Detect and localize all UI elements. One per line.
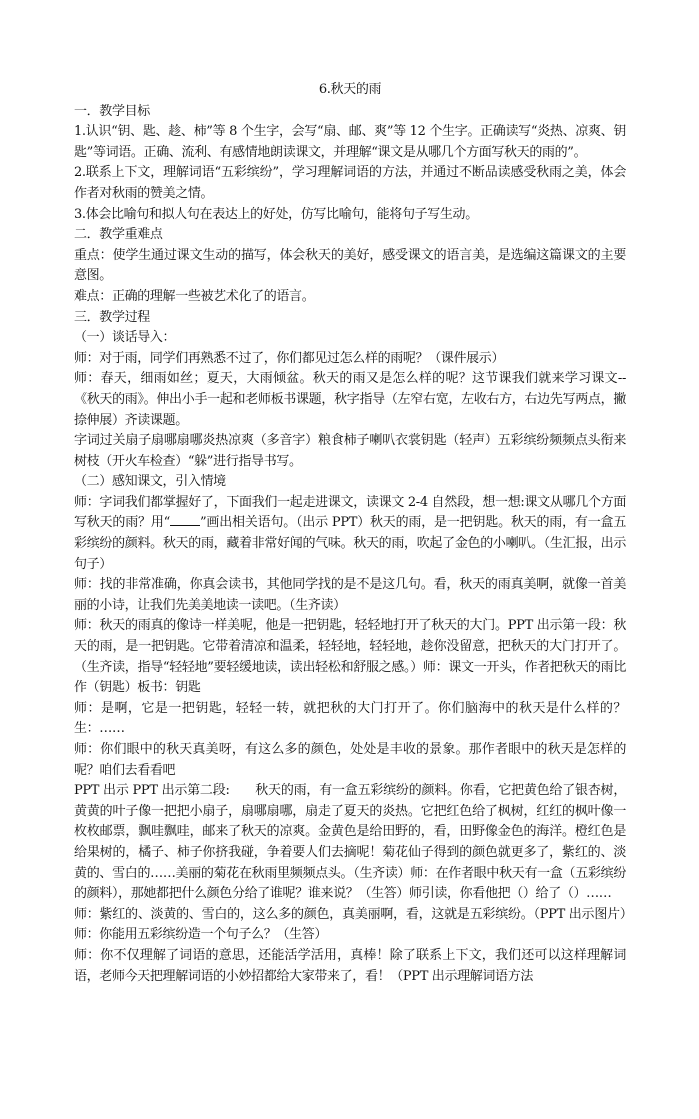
underline-blank: [170, 513, 200, 526]
section-heading-key-points: 二．教学重难点: [74, 227, 163, 243]
difficult-point: 难点：正确的理解一些被艺术化了的语言。: [74, 288, 315, 304]
goal-2: 2.联系上下文，理解词语“五彩缤纷”，学习理解词语的方法，并通过不断品读感受秋雨之美，体会作者对秋雨的赞美之情。: [74, 165, 626, 201]
goal-3: 3.体会比喻句和拟人句在表达上的好处，仿写比喻句，能将句子写生动。: [74, 206, 478, 222]
section-heading-process: 三．教学过程: [74, 309, 150, 325]
paragraph: 师：紫红的、淡黄的、雪白的，这么多的颜色，真美丽啊，看，这就是五彩缤纷。（PPT 出示图片）师：你能用五彩缤纷造一个句子么？（生答）: [74, 906, 626, 943]
paragraph: 师：春天，细雨如丝；夏天，大雨倾盆。秋天的雨又是怎么样的呢？这节课我们就来学习课文--《秋天的雨》。伸出小手一起和老师板书课题，秋字指导（左窄右宽，左收右方，右边先写两点，撇捺伸展）齐读课题。: [74, 371, 626, 428]
paragraph: 师：找的非常准确，你真会读书，其他同学找的是不是这几句。看，秋天的雨真美啊，就像一首美丽的小诗，让我们先美美地读一读吧。（生齐读）: [74, 577, 626, 613]
paragraph: 字词过关扇子扇哪扇哪炎热凉爽（多音字）粮食柿子喇叭衣裳钥匙（轻声）五彩缤纷频频点头衔来树枝（开火车检查）“躲”进行指导书写。: [74, 433, 626, 469]
subsection-intro: （一）谈话导入：: [74, 330, 176, 346]
paragraph-part: ”画出相关语句。（出示 PPT）秋天的雨，是一把钥匙。秋天的雨，有一盒五彩缤纷的颜料。秋天的雨，藏着非常好闻的气味。秋天的雨，吹起了金色的小喇叭。（生汇报，出示句子）: [74, 515, 626, 572]
paragraph: 师：你不仅理解了词语的意思，还能活学活用，真棒！除了联系上下文，我们还可以这样理解词语，老师今天把理解词语的小妙招都给大家带来了，看！（PPT 出示理解词语方法: [74, 947, 626, 984]
paragraph: 师：你们眼中的秋天真美呀，有这么多的颜色，处处是丰收的景象。那作者眼中的秋天是怎样的呢？咱们去看看吧: [74, 742, 626, 778]
paragraph: [74, 493, 626, 575]
paragraph-part: 师：字词我们都掌握好了，下面我们一起走进课文，读课文 2-4 自然段，想一想:课文从哪几个方面写秋天的雨？用“: [74, 494, 626, 531]
document-title: 6.秋天的雨: [318, 82, 382, 97]
section-heading-goals: 一．教学目标: [74, 103, 150, 119]
goal-1: 1.认识“钥、匙、趁、柿”等 8 个生字，会写“扇、邮、爽”等 12 个生字。正确读写“炎热、凉爽、钥匙”等词语。正确、流利、有感情地朗读课文，并理解“课文是从哪几个方面写秋天的雨的”。: [74, 124, 626, 160]
subsection-perception: （二）感知课文，引入情境: [74, 474, 226, 490]
paragraph: 师：是啊，它是一把钥匙，轻轻一转，就把秋的大门打开了。你们脑海中的秋天是什么样的？生：……: [74, 700, 626, 737]
key-point: 重点：使学生通过课文生动的描写，体会秋天的美好，感受课文的语言美，是选编这篇课文的主要意图。: [74, 247, 626, 284]
paragraph: 师：对于雨，同学们再熟悉不过了，你们都见过怎么样的雨呢？（课件展示）: [74, 350, 505, 366]
paragraph: PPT 出示 PPT 出示第二段: 秋天的雨，有一盒五彩缤纷的颜料。你看，它把黄色给了银杏树，黄黄的叶子像一把把小扇子，扇哪扇哪，扇走了夏天的炎热。它把红色给了枫树，红红的枫叶像一枚枚邮票，飘哇飘哇，邮来了秋天的凉爽。金黄色是给田野的，看，田野像金色的海洋。橙红色是给果树的，橘子、柿子你挤我碰，争着要人们去摘呢！菊花仙子得到的颜色就更多了，紫红的、淡黄的、雪白的……美丽的菊花在秋雨里频频点头。（生齐读）师：在作者眼中秋天有一盒（五彩缤纷的颜料），那她都把什么颜色分给了谁呢？谁来说？（生答）师引读，你看他把（）给了（）……: [74, 783, 626, 902]
document-page: [74, 80, 626, 987]
paragraph: 师：秋天的雨真的像诗一样美呢，他是一把钥匙，轻轻地打开了秋天的大门。PPT 出示第一段：秋天的雨，是一把钥匙。它带着清凉和温柔，轻轻地，轻轻地，趁你没留意，把秋天的大门打开了。（生齐读，指导“轻轻地”要轻缓地读，读出轻松和舒服之感。）师：课文一开头，作者把秋天的雨比作（钥匙）板书：钥匙: [74, 618, 626, 696]
